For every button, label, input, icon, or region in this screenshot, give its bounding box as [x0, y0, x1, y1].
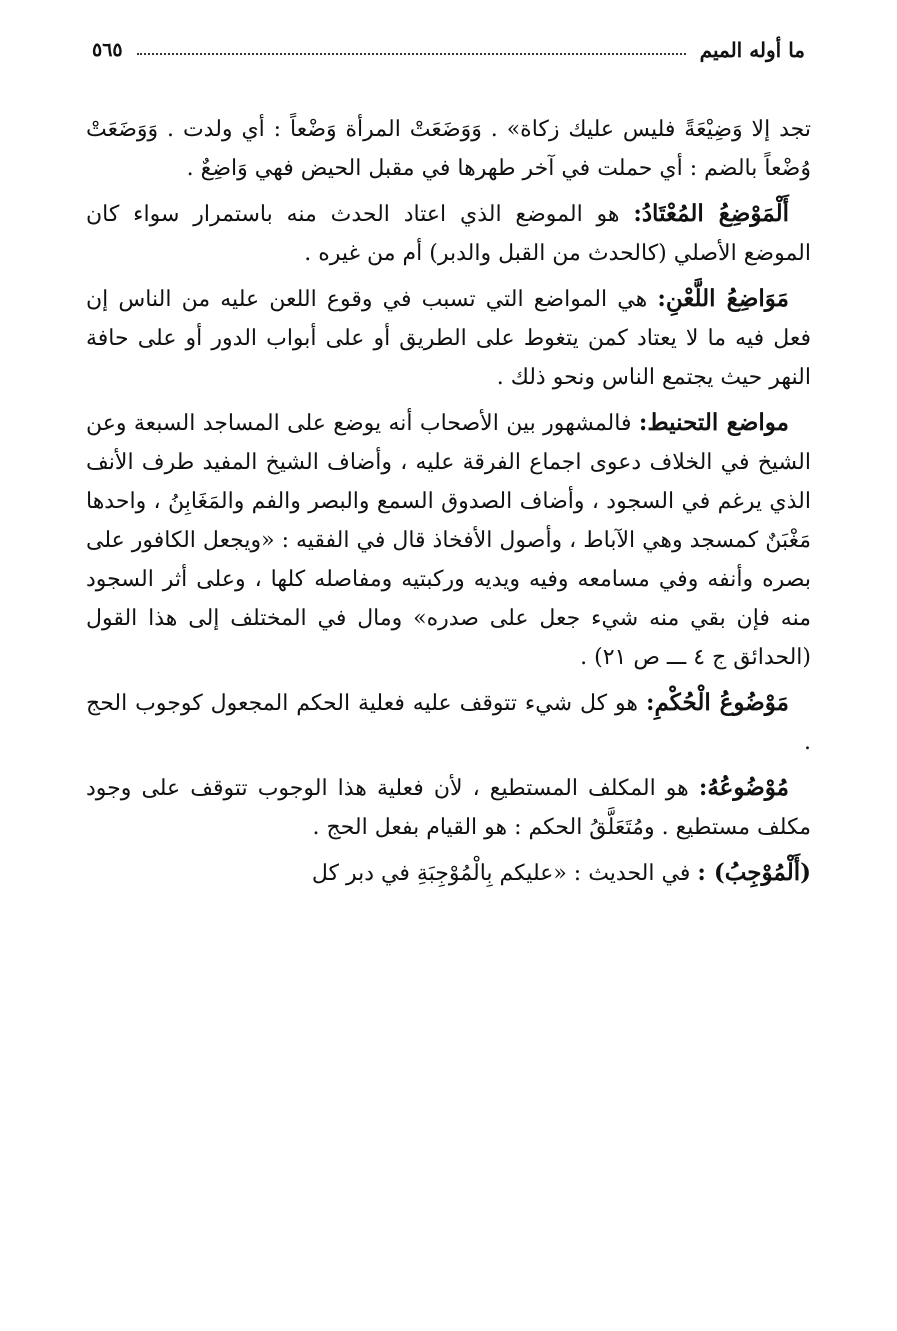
entry-text: هو الموضع الذي اعتاد الحدث منه باستمرار سواء كان الموضع الأصلي (كالحدث من القبل والدبر) أم من غيره . [86, 202, 811, 266]
paragraph-text: تجد إلا وَضِيْعَةً فليس عليك زكاة» . وَوَضَعَتْ المرأة وَضْعاً : أي ولدت . وَوَضَعَتْ وُضْعاً بالضم : أي حملت في آخر طهرها في مقبل الحيض فهي وَاضِعٌ . [86, 117, 811, 181]
entry-text: هو المكلف المستطيع ، لأن فعلية هذا الوجوب تتوقف على وجود مكلف مستطيع . ومُتَعَلَّقُ الحكم : هو القيام بفعل الحج . [86, 776, 811, 840]
entry-mawdu-al-hukm [86, 683, 811, 762]
entry-text: هي المواضع التي تسبب في وقوع اللعن عليه من الناس إن فعل فيه ما لا يعتاد كمن يتغوط على الطريق أو على أبواب الدور أو على حافة النهر حيث يجتمع الناس ونحو ذلك . [86, 287, 811, 390]
entry-mawduuhu [86, 768, 811, 847]
entry-mawadi-al-lan [86, 279, 811, 397]
entry-text: في الحديث : «عليكم بِالْمُوْجِبَةِ في دبر كل [311, 861, 698, 886]
entry-term: أَلْمَوْضِعُ المُعْتَادُ: [633, 200, 789, 227]
entry-text: هو كل شيء تتوقف عليه فعلية الحكم المجعول كوجوب الحج . [86, 691, 811, 755]
entry-term: مواضع التحنيط: [638, 409, 789, 436]
entry-text: فالمشهور بين الأصحاب أنه يوضع على المساجد السبعة وعن الشيخ في الخلاف دعوى اجماع الفرقة عليه ، وأضاف الشيخ المفيد طرف الأنف الذي يرغم في السجود ، وأضاف الصدوق السمع والبصر والفم والمَغَابِنُ ، واحدها مَغْبَنٌ كمسجد وهي الآباط ، وأصول الأفخاذ قال في الفقيه : «ويجعل الكافور على بصره وأنفه وفي مسامعه وفيه ويديه وركبتيه ومفاصله كلها ، وعلى أثر السجود منه فإن بقي منه شيء جعل على صدره» ومال في المختلف إلى هذا القول (الحدائق ج ٤ ـــ ص ٢١) . [86, 411, 811, 670]
entry-term: مَوْضُوعُ الْحُكْمِ: [645, 689, 790, 716]
entry-mawadi-al-tahnit [86, 403, 811, 677]
paragraph-continuation [86, 110, 811, 188]
entry-term: مُوْضُوعُهُ: [698, 774, 789, 801]
header-dot-leader [137, 53, 686, 55]
entry-al-mujib [86, 853, 811, 893]
page-number: ٥٦٥ [92, 39, 123, 61]
entry-term: (أَلْمُوْجِبُ) : [697, 859, 811, 886]
page-body [86, 110, 811, 899]
page-header [92, 34, 805, 66]
entry-mawdi-al-mutad [86, 194, 811, 273]
running-title: ما أوله الميم [699, 38, 805, 62]
entry-term: مَوَاضِعُ اللَّعْنِ: [657, 285, 789, 312]
